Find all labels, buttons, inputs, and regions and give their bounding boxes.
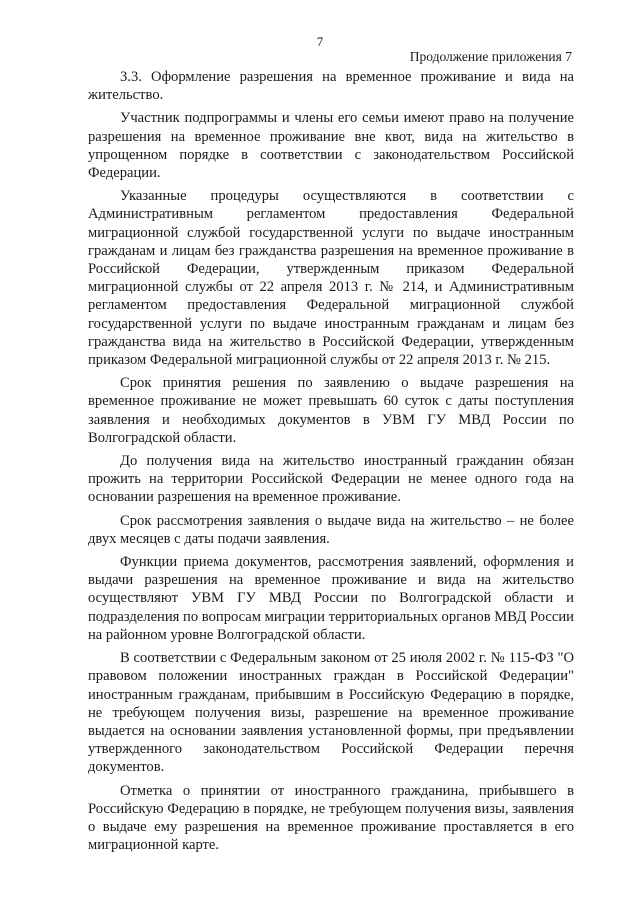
body-paragraph: Срок рассмотрения заявления о выдаче вида на жительство – не более двух месяцев с даты подачи заявления. [88,512,574,547]
page-number: 7 [316,34,324,49]
body-paragraph: Участник подпрограммы и члены его семьи имеют право на получение разрешения на временное проживание вне квот, вида на жительство в упрощенном порядке в соответствии с законодательством Российской Федерации. [88,110,574,182]
body-paragraph: Срок принятия решения по заявлению о выдаче разрешения на временное проживание не может превышать 60 суток с даты поступления заявления и необходимых документов в УВМ ГУ МВД России по Волгоградской области. [88,375,574,446]
body-paragraph: Отметка о принятии от иностранного гражданина, прибывшего в Российскую Федерацию в порядке, не требующем получения визы, заявления о выдаче ему разрешения на временное проживание проставляется в его миграционной карте. [88,782,574,854]
body-paragraph: Функции приема документов, рассмотрения заявлений, оформления и выдачи разрешения на временное проживание и вида на жительство осуществляют УВМ ГУ МВД России по Волгоградской области и подразделения по вопросам миграции территориальных органов МВД России на районном уровне Волгоградской области. [88,554,574,643]
appendix-continuation-label: Продолжение приложения 7 [409,49,572,64]
body-paragraph: В соответствии с Федеральным законом от 25 июля 2002 г. № 115-ФЗ "О правовом положении иностранных граждан в Российской Федерации" иностранным гражданам, прибывшим в Российскую Федерацию в порядке, не требующем получения визы, разрешение на временное проживание выдается на основании заявления установленной формы, при предъявлении утвержденного законодательством Российской Федерации перечня документов. [88,650,574,776]
section-heading-paragraph: 3.3. Оформление разрешения на временное проживание и вида на жительство. [88,69,574,104]
document-body [88,68,574,854]
body-paragraph: Указанные процедуры осуществляются в соответствии с Административным регламентом предоставления Федеральной миграционной службой государственной услуги по выдаче иностранным гражданам и лицам без гражданства разрешения на временное проживание в Российской Федерации, утвержденным приказом Федеральной миграционной службы от 22 апреля 2013 г. № 214, и Административным регламентом предоставления Федеральной миграционной службой государственной услуги по выдаче иностранным гражданам и лицам без гражданства вида на жительство в Российской Федерации, утвержденным приказом Федеральной миграционной службы от 22 апреля 2013 г. № 215. [88,188,574,369]
body-paragraph: До получения вида на жительство иностранный гражданин обязан прожить на территории Российской Федерации не менее одного года на основании разрешения на временное проживание. [88,453,574,506]
